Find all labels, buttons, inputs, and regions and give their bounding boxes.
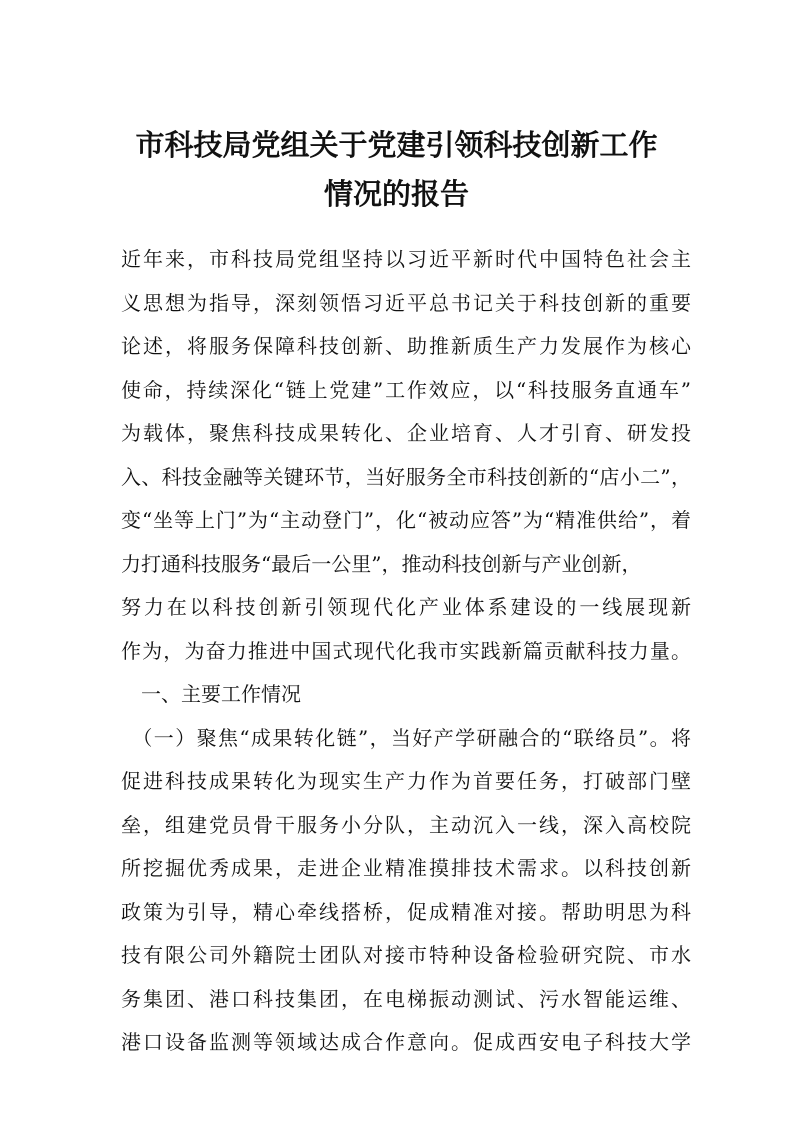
section-heading: 一、主要工作情况: [121, 682, 301, 706]
paragraph-line: （一）聚焦“成果转化链”，当好产学研融合的“联络员”。将: [121, 725, 691, 750]
paragraph-line: 技有限公司外籍院士团队对接市特种设备检验研究院、市水: [121, 943, 691, 967]
paragraph-line: 港口设备监测等领域达成合作意向。促成西安电子科技大学: [121, 1030, 691, 1054]
paragraph-line: 促进科技成果转化为现实生产力作为首要任务，打破部门壁: [121, 769, 691, 793]
paragraph-line: 作为，为奋力推进中国式现代化我市实践新篇贡献科技力量。: [121, 638, 691, 663]
document-title-line-2: 情况的报告: [323, 177, 469, 211]
paragraph-line: 使命，持续深化“链上党建”工作效应，以“科技服务直通车”: [121, 377, 691, 402]
paragraph-line: 垒，组建党员骨干服务小分队，主动沉入一线，深入高校院: [121, 812, 691, 837]
document-title-line-1: 市科技局党组关于党建引领科技创新工作: [135, 128, 658, 162]
paragraph-line: 务集团、港口科技集团，在电梯振动测试、污水智能运维、: [121, 986, 691, 1011]
paragraph-line: 为载体，聚焦科技成果转化、企业培育、人才引育、研发投: [121, 421, 691, 445]
document-body: [121, 243, 691, 1070]
paragraph-line: 变“坐等上门”为“主动登门”，化“被动应答”为“精准供给”，着: [121, 508, 691, 532]
paragraph-line: 所挖掘优秀成果，走进企业精准摸排技术需求。以科技创新: [121, 856, 691, 880]
paragraph-line: 努力在以科技创新引领现代化产业体系建设的一线展现新: [121, 595, 691, 619]
paragraph-line: 政策为引导，精心牵线搭桥，促成精准对接。帮助明思为科: [121, 899, 691, 924]
paragraph-line: 近年来，市科技局党组坚持以习近平新时代中国特色社会主: [121, 247, 691, 271]
paragraph-line: 论述，将服务保障科技创新、助推新质生产力发展作为核心: [121, 334, 691, 358]
paragraph-line: 力打通科技服务“最后一公里”，推动科技创新与产业创新，: [121, 551, 642, 576]
paragraph-line: 入、科技金融等关键环节，当好服务全市科技创新的“店小二”，: [121, 464, 691, 489]
paragraph-line: 义思想为指导，深刻领悟习近平总书记关于科技创新的重要: [121, 290, 691, 315]
